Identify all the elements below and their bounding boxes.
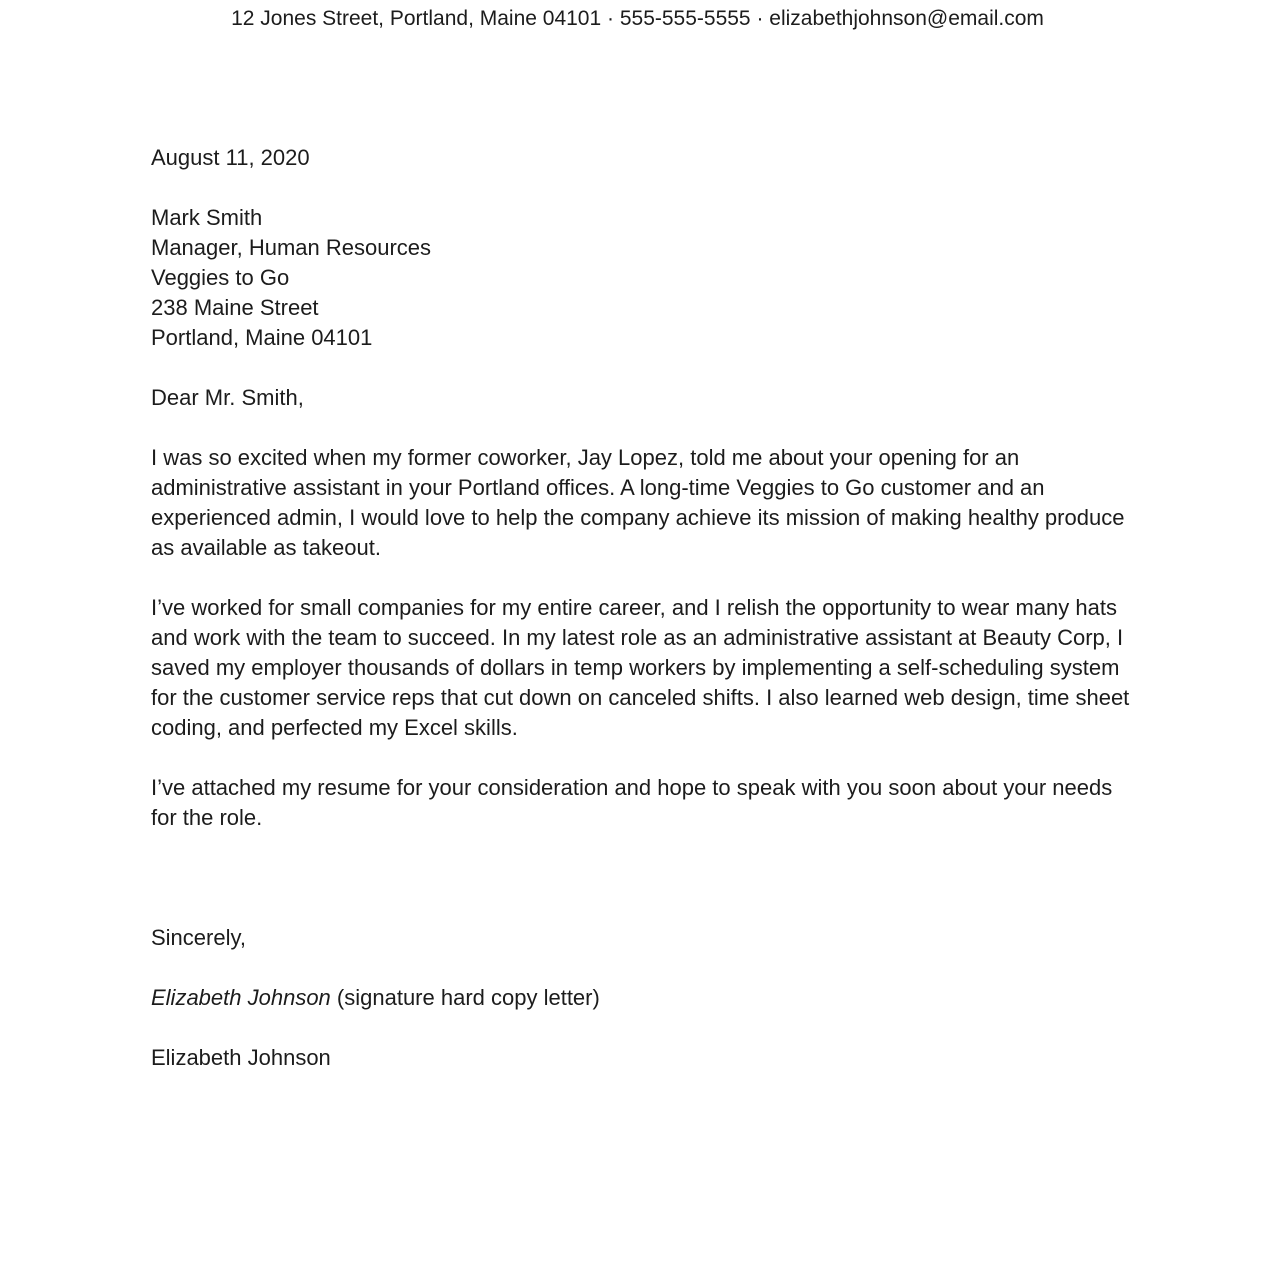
signature-line (151, 983, 1136, 1013)
recipient-city-state-zip: Portland, Maine 04101 (151, 325, 373, 350)
signature-note: (signature hard copy letter) (330, 985, 600, 1010)
letter-body (151, 143, 1136, 1103)
body-paragraph-3: I’ve attached my resume for your consideration and hope to speak with you soon about your needs for the role. (151, 775, 1113, 830)
typed-name: Elizabeth Johnson (151, 1045, 331, 1070)
recipient-company: Veggies to Go (151, 265, 290, 290)
typed-name-line (151, 1043, 1136, 1073)
salutation (151, 383, 1136, 413)
letter-date: August 11, 2020 (151, 145, 310, 170)
recipient-street: 238 Maine Street (151, 295, 319, 320)
body-paragraph-2: I’ve worked for small companies for my entire career, and I relish the opportunity to wear many hats and work with the team to succeed. In my latest role as an administrative assistant at Beauty Corp, I saved my employer thousands of dollars in temp workers by implementing a self-scheduling system for the customer service reps that cut down on canceled shifts. I also learned web design, time sheet coding, and perfected my Excel skills. (151, 595, 1130, 740)
spacer (151, 863, 1136, 923)
contact-info-header: 12 Jones Street, Portland, Maine 04101 · 555-555-5555 · elizabethjohnson@email.com (231, 7, 1044, 30)
closing-text: Sincerely, (151, 925, 246, 950)
date-line (151, 143, 1136, 173)
salutation-text: Dear Mr. Smith, (151, 385, 304, 410)
signature-script-name: Elizabeth Johnson (151, 985, 331, 1010)
recipient-address-block (151, 203, 1136, 353)
recipient-name: Mark Smith (151, 205, 263, 230)
closing-line (151, 923, 1136, 953)
body-paragraph-1: I was so excited when my former coworker, Jay Lopez, told me about your opening for an administrative assistant in your Portland offices. A long-time Veggies to Go customer and an experienced admin, I would love to help the company achieve its mission of making healthy produce as available as takeout. (151, 445, 1125, 560)
recipient-title: Manager, Human Resources (151, 235, 432, 260)
